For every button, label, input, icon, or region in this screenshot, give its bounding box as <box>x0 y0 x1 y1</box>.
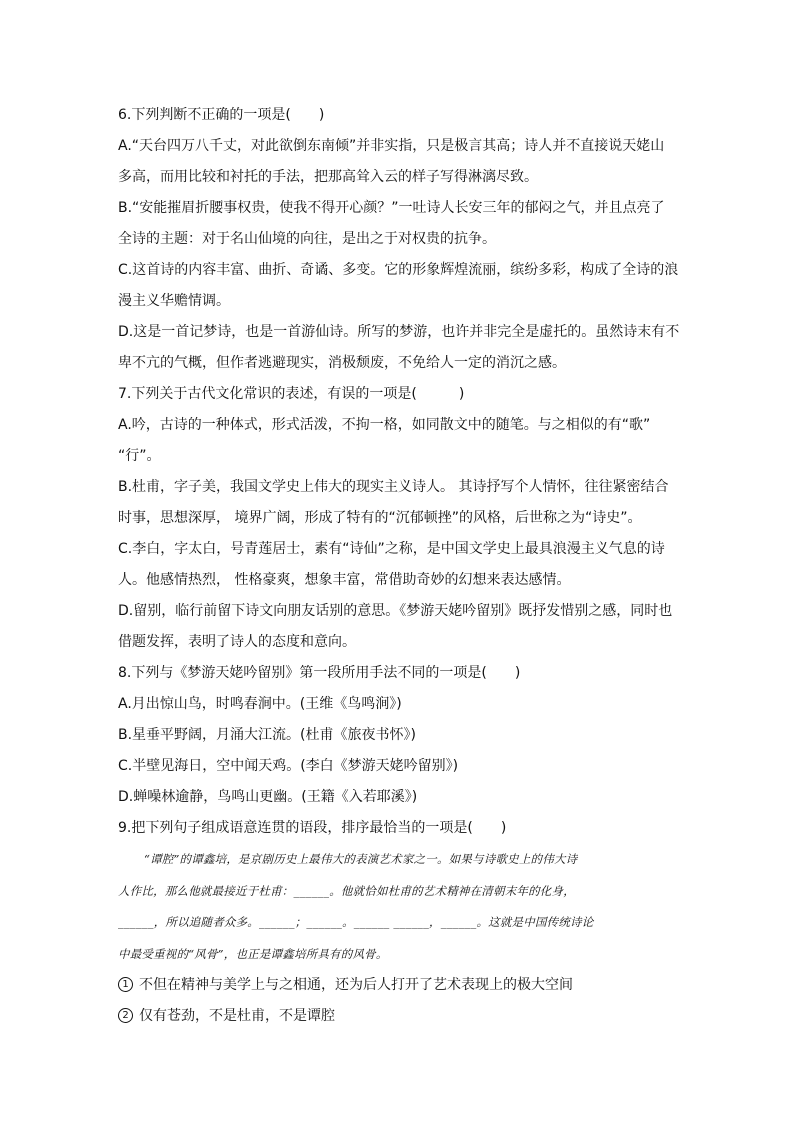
exam-page <box>118 100 678 1032</box>
question-6-option-b-line-2: 全诗的主题：对于名山仙境的向往，是出之于对权贵的抗争。 <box>118 231 496 247</box>
question-9-stem: 9.把下列句子组成语意连贯的语段，排序最恰当的一项是( ) <box>118 820 507 836</box>
question-6-option-a-line-1: A.“天台四万八千丈，对此欲倒东南倾”并非实指，只是极言其高；诗人并不直接说天姥山 <box>118 138 665 154</box>
question-7-option-d-line-1: D.留别，临行前留下诗文向朋友话别的意思。《梦游天姥吟留别》既抒发惜别之感，同时也 <box>118 603 673 619</box>
question-6-option-d-line-1: D.这是一首记梦诗，也是一首游仙诗。所写的梦游，也许并非完全是虚托的。虽然诗末有不 <box>118 324 680 340</box>
sentence-2-text: 仅有苍劲，不是杜甫，不是谭腔 <box>139 1008 335 1024</box>
question-7-stem: 7.下列关于古代文化常识的表述，有误的一项是( ) <box>118 386 465 402</box>
question-8-option-b: B.星垂平野阔，月涌大江流。(杜甫《旅夜书怀》) <box>118 727 416 743</box>
question-8-option-a: A.月出惊山鸟，时鸣春涧中。(王维《鸟鸣涧》) <box>118 696 402 712</box>
question-9-sentence-2 <box>118 1001 678 1032</box>
circled-number-2: 2 <box>118 1008 133 1023</box>
question-9-passage-line-2: 人作比，那么他就最接近于杜甫：______。他就恰如杜甫的艺术精神在清朝末年的化身， <box>118 883 575 898</box>
question-6-option-c-line-2: 漫主义华赡情调。 <box>118 293 230 309</box>
question-9-sentence-1 <box>118 970 678 1001</box>
question-8-option-d: D.蝉噪林逾静，鸟鸣山更幽。(王籍《入若耶溪》) <box>118 789 418 805</box>
question-7-option-d-line-2: 借题发挥，表明了诗人的态度和意向。 <box>118 634 356 650</box>
circled-number-1: 1 <box>118 977 133 992</box>
question-7-option-c-line-1: C.李白，字太白，号青莲居士，素有“诗仙”之称，是中国文学史上最具浪漫主义气息的诗 <box>118 541 665 557</box>
question-7-option-b-line-2: 时事，思想深厚， 境界广阔，形成了特有的“沉郁顿挫”的风格，后世称之为“诗史”。 <box>118 510 642 526</box>
question-6-option-a-line-2: 多高，而用比较和衬托的手法，把那高耸入云的样子写得淋漓尽致。 <box>118 169 538 185</box>
question-8-stem: 8.下列与《梦游天姥吟留别》第一段所用手法不同的一项是( ) <box>118 665 521 681</box>
question-7-option-c-line-2: 人。他感情热烈， 性格豪爽，想象丰富，常借助奇妙的幻想来表达感情。 <box>118 572 571 588</box>
question-7-option-b-line-1: B.杜甫，字子美，我国文学史上伟大的现实主义诗人。 其诗抒写个人情怀，往往紧密结合 <box>118 479 669 495</box>
question-7-option-a-line-1: A.吟，古诗的一种体式，形式活泼，不拘一格，如同散文中的随笔。与之相似的有“歌” <box>118 417 651 433</box>
question-6-option-c-line-1: C.这首诗的内容丰富、曲折、奇谲、多变。它的形象辉煌流丽，缤纷多彩，构成了全诗的浪 <box>118 262 679 278</box>
question-6-option-d-line-2: 卑不亢的气概，但作者逃避现实，消极颓废，不免给人一定的消沉之感。 <box>118 355 566 371</box>
sentence-1-text: 不但在精神与美学上与之相通，还为后人打开了艺术表现上的极大空间 <box>139 977 573 993</box>
question-8-option-c: C.半壁见海日，空中闻天鸡。(李白《梦游天姥吟留别》) <box>118 758 459 774</box>
question-6-stem: 6.下列判断不正确的一项是( ) <box>118 107 325 123</box>
question-9-passage-line-1: “谭腔”的谭鑫培，是京剧历史上最伟大的表演艺术家之一。如果与诗歌史上的伟大诗 <box>144 852 578 866</box>
question-9-passage-line-4: 中最受重视的“风骨”，也正是谭鑫培所具有的风骨。 <box>118 946 388 961</box>
question-9-passage-line-3: ______，所以追随者众多。______；______。______ ______，______。这就是中国传统诗论 <box>118 915 594 929</box>
question-6-option-b-line-1: B.“安能摧眉折腰事权贵，使我不得开心颜？”一吐诗人长安三年的郁闷之气，并且点亮了 <box>118 200 665 216</box>
question-7-option-a-line-2: “行”。 <box>118 448 161 464</box>
